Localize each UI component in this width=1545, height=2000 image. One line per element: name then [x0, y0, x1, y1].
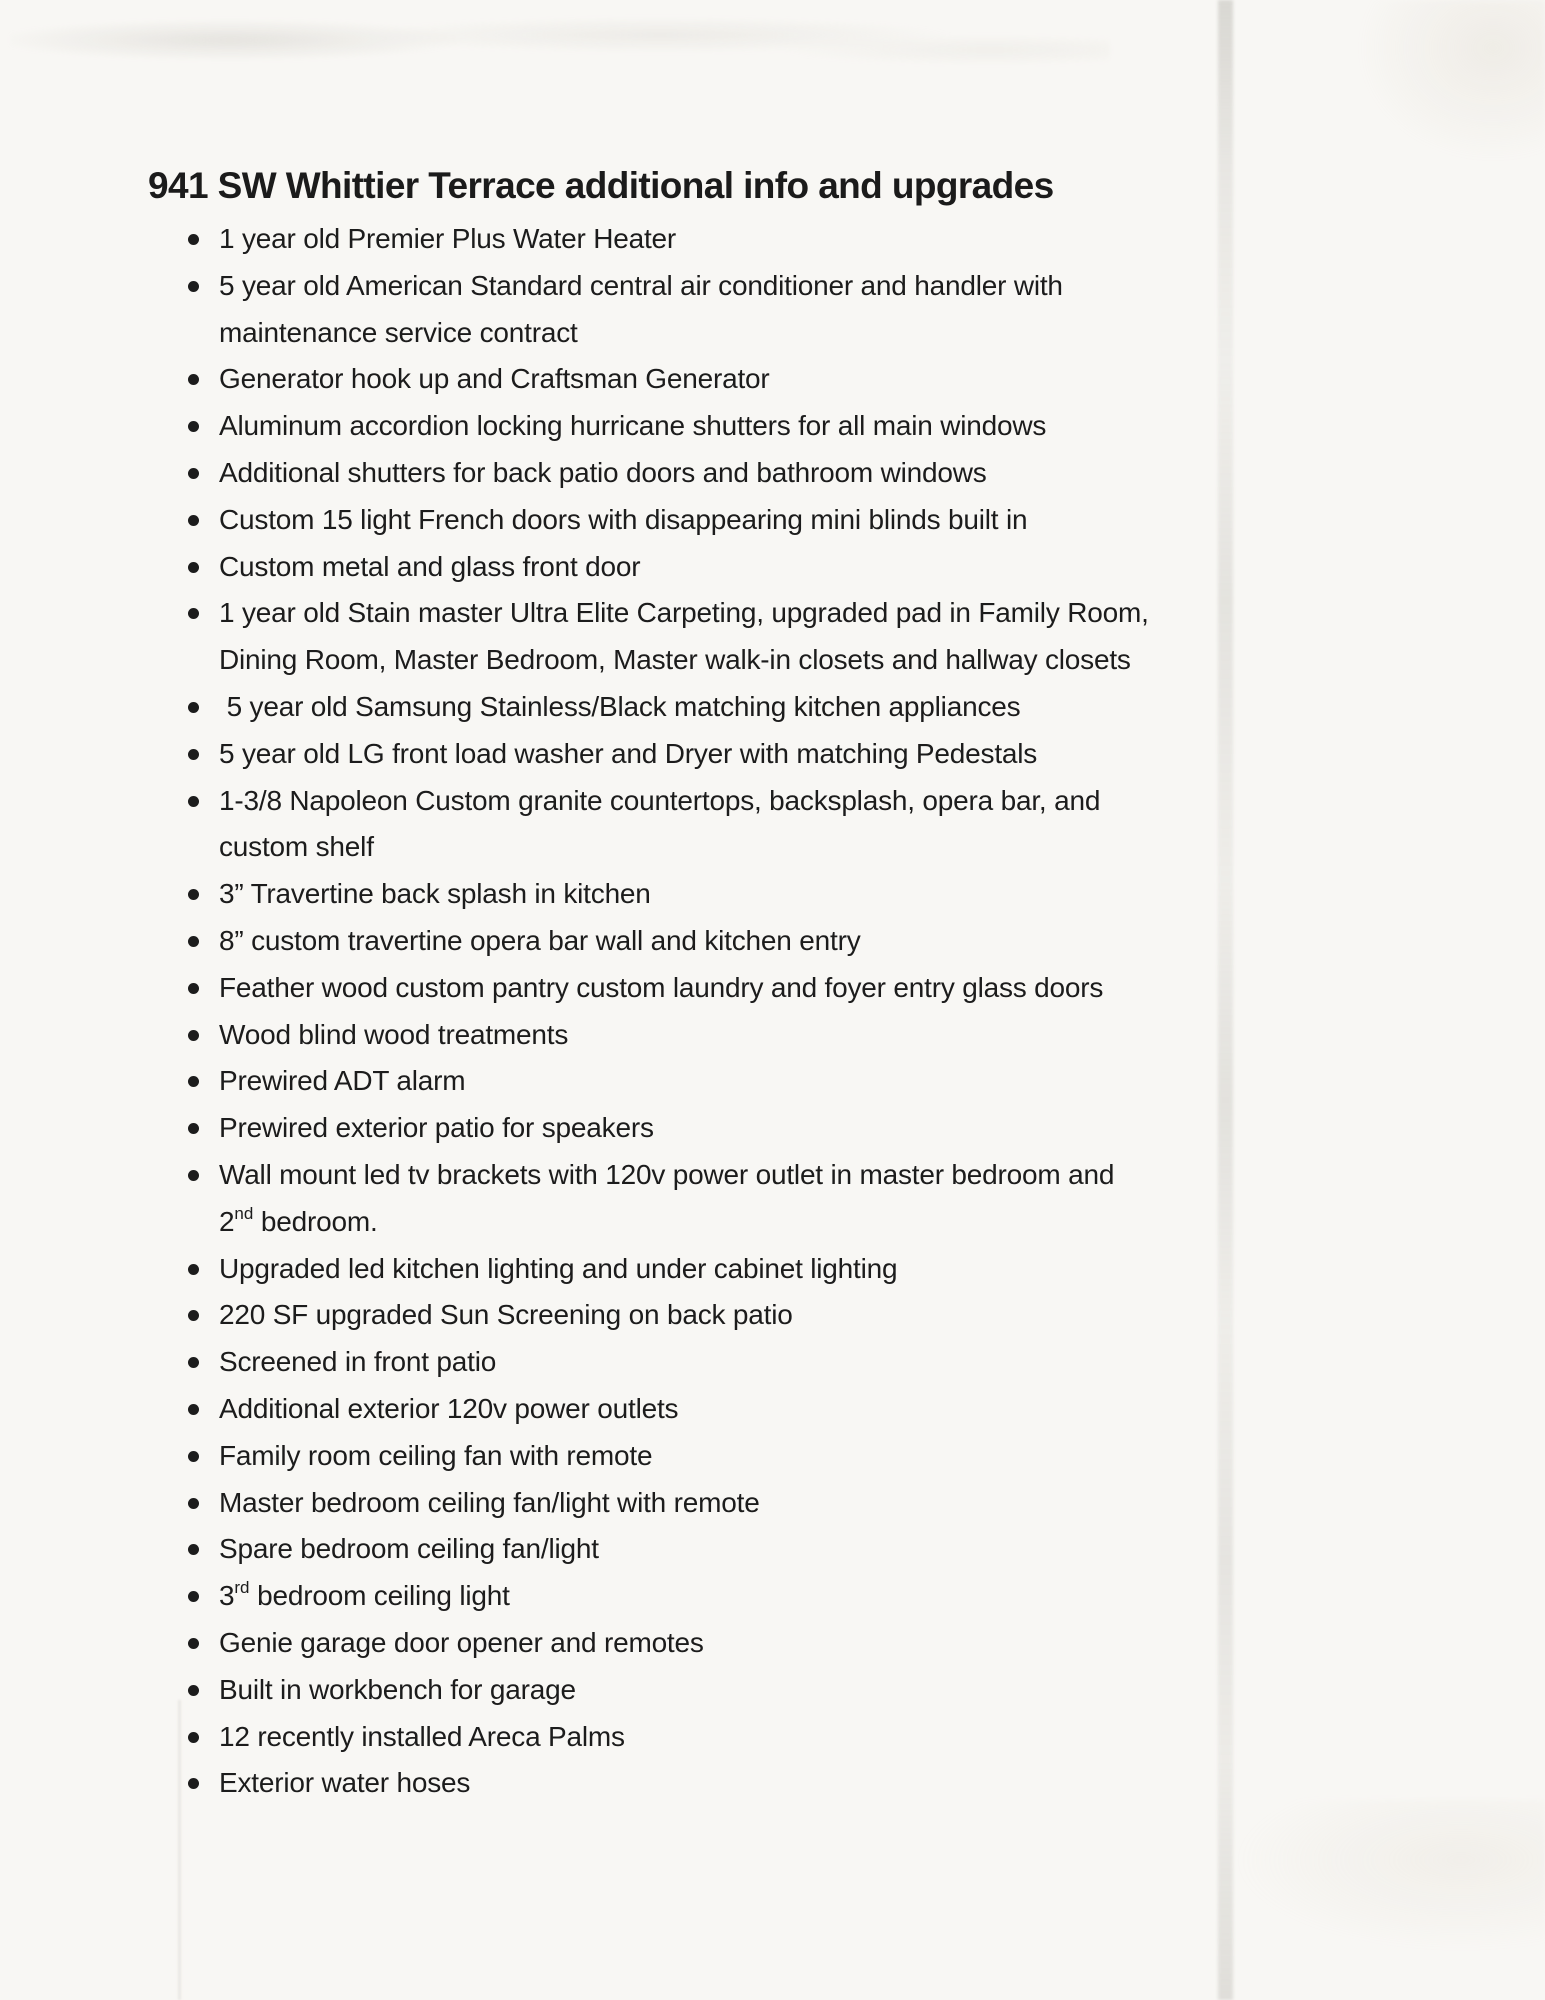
list-item: 1 year old Premier Plus Water Heater: [148, 216, 1438, 263]
list-item: Upgraded led kitchen lighting and under cabinet lighting: [148, 1246, 1438, 1293]
bullet-icon: [188, 1732, 199, 1743]
bullet-icon: [188, 702, 199, 713]
list-item: 5 year old Samsung Stainless/Black matching kitchen appliances: [148, 684, 1438, 731]
list-item: 1-3/8 Napoleon Custom granite countertops, backsplash, opera bar, and custom shelf: [148, 778, 1438, 872]
list-item: 3” Travertine back splash in kitchen: [148, 871, 1438, 918]
bullet-icon: [188, 1638, 199, 1649]
bullet-icon: [188, 1310, 199, 1321]
ordinal-superscript: rd: [234, 1578, 250, 1598]
list-item: 3rd bedroom ceiling light: [148, 1573, 1438, 1620]
bullet-icon: [188, 1591, 199, 1602]
bullet-icon: [188, 281, 199, 292]
list-item: Built in workbench for garage: [148, 1667, 1438, 1714]
list-item: Custom 15 light French doors with disappearing mini blinds built in: [148, 497, 1438, 544]
list-item: Family room ceiling fan with remote: [148, 1433, 1438, 1480]
bullet-icon: [188, 1544, 199, 1555]
list-item: 5 year old American Standard central air conditioner and handler with maintenance service contract: [148, 263, 1438, 357]
bullet-icon: [188, 468, 199, 479]
bullet-icon: [188, 421, 199, 432]
list-item: Master bedroom ceiling fan/light with remote: [148, 1480, 1438, 1527]
document-title: 941 SW Whittier Terrace additional info and upgrades: [148, 164, 1054, 206]
list-item: 1 year old Stain master Ultra Elite Carpeting, upgraded pad in Family Room, Dining Room, Master Bedroom, Master walk-in closets and hallway closets: [148, 590, 1438, 684]
bullet-icon: [188, 1498, 199, 1509]
scan-noise-artifact: [10, 0, 1110, 90]
list-item: 220 SF upgraded Sun Screening on back patio: [148, 1292, 1438, 1339]
bullet-icon: [188, 515, 199, 526]
bullet-icon: [188, 1170, 199, 1181]
bullet-icon: [188, 1076, 199, 1087]
list-item: Genie garage door opener and remotes: [148, 1620, 1438, 1667]
bullet-icon: [188, 1123, 199, 1134]
list-item: Additional shutters for back patio doors and bathroom windows: [148, 450, 1438, 497]
scan-noise-artifact: [1125, 1800, 1545, 2000]
bullet-icon: [188, 1357, 199, 1368]
bullet-icon: [188, 749, 199, 760]
list-item: 8” custom travertine opera bar wall and kitchen entry: [148, 918, 1438, 965]
list-item: Wall mount led tv brackets with 120v power outlet in master bedroom and 2nd bedroom.: [148, 1152, 1438, 1246]
list-item: Wood blind wood treatments: [148, 1012, 1438, 1059]
bullet-icon: [188, 1264, 199, 1275]
upgrades-list: [148, 216, 1438, 1807]
bullet-icon: [188, 374, 199, 385]
bullet-icon: [188, 234, 199, 245]
bullet-icon: [188, 983, 199, 994]
list-item: Exterior water hoses: [148, 1760, 1438, 1807]
bullet-icon: [188, 1030, 199, 1041]
bullet-icon: [188, 1778, 199, 1789]
list-item: Aluminum accordion locking hurricane shutters for all main windows: [148, 403, 1438, 450]
list-item: Prewired exterior patio for speakers: [148, 1105, 1438, 1152]
bullet-icon: [188, 1451, 199, 1462]
bullet-icon: [188, 889, 199, 900]
list-item: Feather wood custom pantry custom laundry and foyer entry glass doors: [148, 965, 1438, 1012]
bullet-icon: [188, 1404, 199, 1415]
ordinal-superscript: nd: [234, 1203, 254, 1223]
list-item: Screened in front patio: [148, 1339, 1438, 1386]
list-item: Spare bedroom ceiling fan/light: [148, 1526, 1438, 1573]
bullet-icon: [188, 1685, 199, 1696]
bullet-icon: [188, 796, 199, 807]
list-item: Generator hook up and Craftsman Generator: [148, 356, 1438, 403]
list-item: Prewired ADT alarm: [148, 1058, 1438, 1105]
bullet-icon: [188, 936, 199, 947]
list-item: Additional exterior 120v power outlets: [148, 1386, 1438, 1433]
list-item: 12 recently installed Areca Palms: [148, 1714, 1438, 1761]
bullet-icon: [188, 608, 199, 619]
list-item: 5 year old LG front load washer and Dryer with matching Pedestals: [148, 731, 1438, 778]
bullet-icon: [188, 562, 199, 573]
list-item: Custom metal and glass front door: [148, 544, 1438, 591]
